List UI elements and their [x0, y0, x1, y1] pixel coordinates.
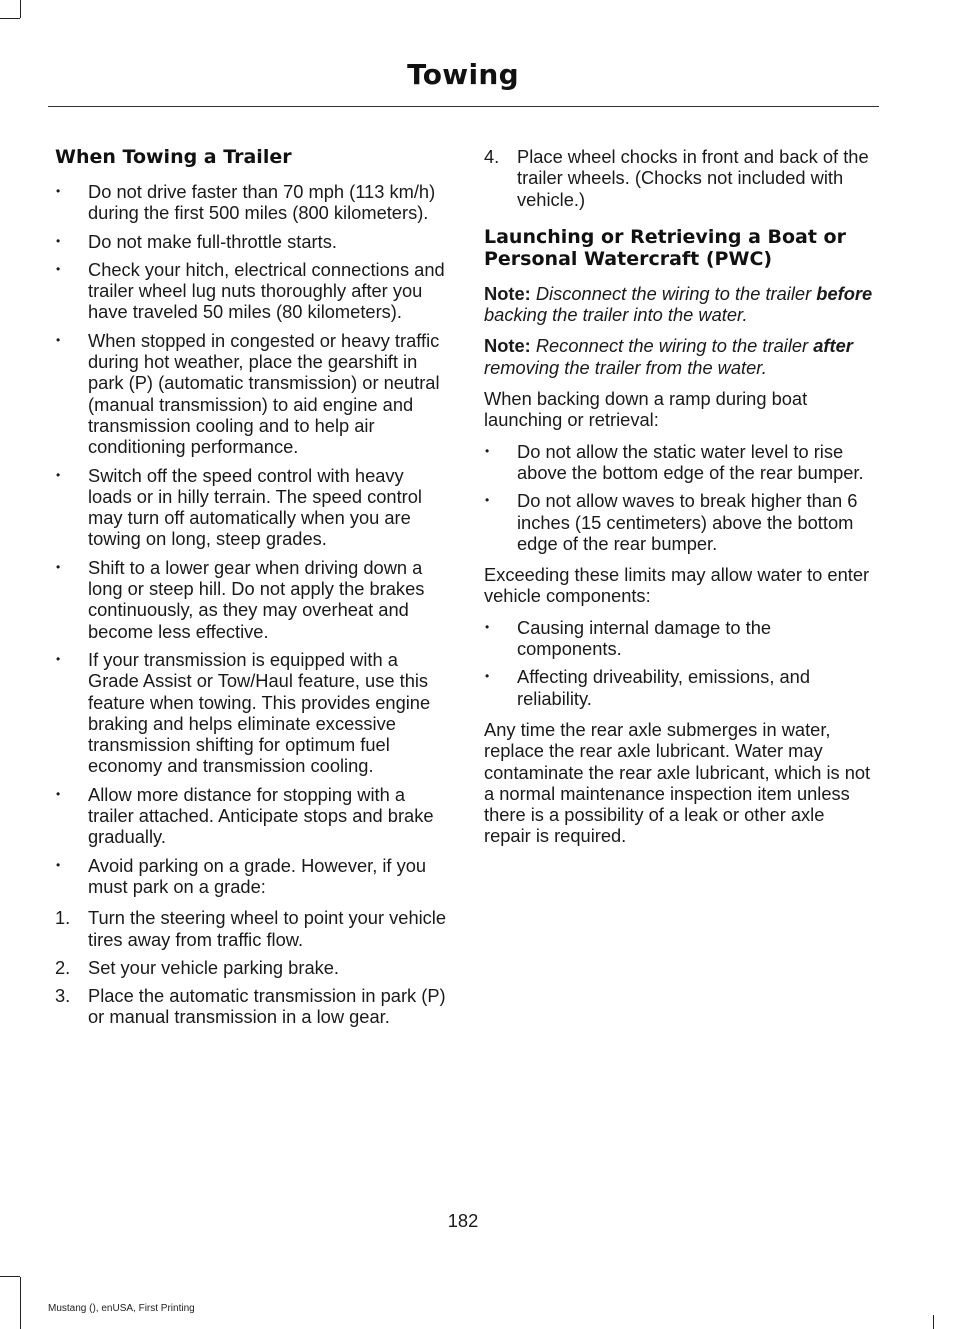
ramp-intro: When backing down a ramp during boat launching or retrieval:	[484, 388, 808, 431]
step-number: 3.	[55, 985, 71, 1007]
bullet-mark: •	[485, 619, 490, 634]
crop-mark	[20, 1277, 21, 1329]
crop-mark	[20, 0, 21, 18]
step-item: 2. Set your vehicle parking brake.	[55, 956, 339, 978]
bullet-mark: •	[56, 261, 61, 276]
bullet-mark: •	[485, 669, 490, 684]
list-item: • Switch off the speed control with heavy loads or in hilly terrain. The speed control may turn off automatically when you are towing on long, steep grades.	[56, 464, 422, 550]
step-number: 1.	[55, 907, 71, 929]
bullet-mark: •	[56, 786, 61, 801]
bullet-mark: •	[56, 233, 61, 248]
step-number: 2.	[55, 956, 71, 978]
step-item: 3. Place the automatic transmission in park (P) or manual transmission in a low gear.	[55, 985, 446, 1028]
note-reconnect: Note: Reconnect the wiring to the trailer after removing the trailer from the water.	[484, 335, 853, 378]
bullet-mark: •	[56, 332, 61, 347]
list-item: • Do not drive faster than 70 mph (113 km/h) during the first 500 miles (800 kilometers).	[56, 181, 436, 224]
list-item: • Avoid parking on a grade. However, if you must park on a grade:	[56, 854, 427, 897]
ramp-limits-list	[484, 441, 876, 554]
page-number: 182	[447, 1210, 479, 1231]
right-column	[484, 146, 876, 857]
header-rule	[48, 106, 879, 107]
chapter-title: Towing	[407, 58, 519, 91]
step-item: 4. Place wheel chocks in front and back of the trailer wheels. (Chocks not included with vehicle.)	[484, 146, 869, 210]
section-heading-towing-trailer: When Towing a Trailer	[55, 146, 292, 168]
bullet-mark: •	[56, 857, 61, 872]
towing-tips-list	[55, 181, 447, 897]
grade-parking-steps	[55, 907, 447, 1027]
crop-mark	[933, 1315, 934, 1329]
print-info: Mustang (), enUSA, First Printing	[48, 1303, 195, 1314]
step-number: 4.	[484, 146, 500, 167]
note-disconnect: Note: Disconnect the wiring to the trailer before backing the trailer into the water.	[484, 282, 873, 326]
list-item: • If your transmission is equipped with a Grade Assist or Tow/Haul feature, use this feature when towing. This provides engine braking and helps eliminate excessive transmission shifting for optimum fuel economy and transmission cooling.	[56, 648, 431, 777]
crop-mark	[0, 1276, 20, 1277]
list-item: • Do not allow the static water level to rise above the bottom edge of the rear bumper.	[485, 440, 864, 483]
bullet-mark: •	[56, 184, 61, 198]
bullet-mark: •	[56, 559, 61, 574]
bullet-mark: •	[56, 467, 61, 482]
exceed-effects-list	[484, 617, 876, 709]
bullet-mark: •	[485, 493, 490, 508]
exceed-intro: Exceeding these limits may allow water to enter vehicle components:	[484, 564, 870, 607]
grade-parking-steps-continued	[484, 146, 876, 210]
list-item: • Do not allow waves to break higher than 6 inches (15 centimeters) above the bottom edge of the rear bumper.	[485, 490, 858, 554]
list-item: • Shift to a lower gear when driving down a long or steep hill. Do not apply the brakes continuously, as they may overheat and become less effective.	[56, 556, 425, 642]
list-item: • Causing internal damage to the components.	[485, 616, 772, 660]
list-item: • Check your hitch, electrical connections and trailer wheel lug nuts thoroughly after you have traveled 50 miles (80 kilometers).	[56, 258, 445, 323]
list-item: • Do not make full-throttle starts.	[56, 230, 337, 252]
bullet-mark: •	[485, 443, 490, 458]
bullet-mark: •	[56, 651, 61, 666]
left-column	[55, 146, 447, 1035]
step-item: 1. Turn the steering wheel to point your vehicle tires away from traffic flow.	[55, 907, 447, 950]
list-item: • Affecting driveability, emissions, and reliability.	[485, 666, 810, 709]
list-item: • Allow more distance for stopping with a trailer attached. Anticipate stops and brake gradually.	[56, 783, 434, 848]
section-heading-boat-launch: Launching or Retrieving a Boat or Personal Watercraft (PWC)	[484, 225, 846, 270]
crop-mark	[0, 18, 20, 19]
list-item: • When stopped in congested or heavy traffic during hot weather, place the gearshift in park (P) (automatic transmission) or neutral (manual transmission) to aid engine and transmission cooling and to help air conditioning performance.	[56, 329, 440, 458]
axle-paragraph: Any time the rear axle submerges in water, replace the rear axle lubricant. Water may contaminate the rear axle lubricant, which is not a normal maintenance inspection item unless there is a possibility of a leak or other axle repair is required.	[484, 718, 871, 847]
